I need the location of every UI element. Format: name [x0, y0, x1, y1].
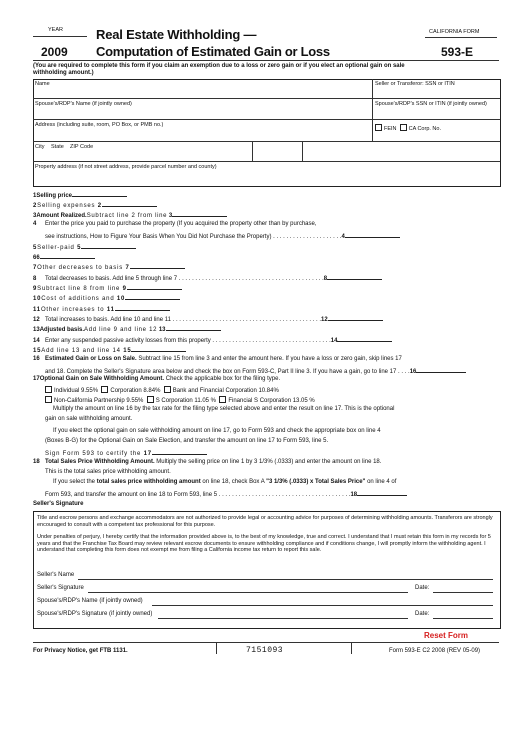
line-17-input[interactable]: [152, 448, 207, 455]
line-14: 14 Enter any suspended passive activity losses from this property . . . . . . . . . . . . . . . . . . . . . . . . . . . . . . . . . . . .14: [33, 335, 392, 345]
year-label: YEAR: [48, 27, 63, 33]
line-2: 2Selling expenses 2: [33, 200, 157, 210]
line-12-input[interactable]: [328, 314, 383, 321]
seller-signature-heading: Seller's Signature: [33, 501, 84, 507]
line-9-input[interactable]: [127, 283, 182, 290]
address-label: Address (including suite, room, PO Box, or PMB no.): [35, 122, 164, 128]
line-8-input[interactable]: [327, 273, 382, 280]
form-title-line2: Computation of Estimated Gain or Loss: [96, 44, 330, 59]
seller-name-field[interactable]: [78, 579, 493, 580]
name-field-label: Name: [35, 81, 50, 87]
bank-financial-checkbox[interactable]: [164, 386, 171, 393]
seller-name-label: Seller's Name: [37, 572, 75, 578]
line-12: 12 Total increases to basis. Add line 10 and line 11 . . . . . . . . . . . . . . . . . . . . . . . . . . . . . . . . . . . . . . . . . . . . .12: [33, 314, 383, 324]
line-2-input[interactable]: [102, 200, 157, 207]
property-address-label: Property address (if not street address, provide parcel number and county): [35, 164, 217, 170]
form-code: 7151093: [246, 646, 284, 655]
line-10: 10Cost of additions and 10: [33, 293, 180, 303]
line-6: 66: [33, 252, 95, 262]
line-1-input[interactable]: [72, 190, 127, 197]
financial-s-corporation-checkbox[interactable]: [219, 396, 226, 403]
line-3: 3Amount Realized.Subtract line 2 from line 3: [33, 210, 227, 220]
line-17: 17Optional Gain on Sale Withholding Amount. Check the applicable box for the filing type.: [33, 376, 281, 382]
spouse-signature-field[interactable]: [158, 618, 408, 619]
line-5: 5Seller-paid 5: [33, 242, 136, 252]
line-7: 7Other decreases to basis 7: [33, 262, 185, 272]
intro-line1: (You are required to complete this form if you claim an exemption due to a loss or zero gain or if you elect an optional gain on sale: [33, 63, 405, 69]
date-label: Date:: [415, 585, 430, 591]
taxpayer-info-box: [33, 79, 501, 187]
reset-form-button[interactable]: Reset Form: [424, 631, 469, 640]
line-13: 13Adjusted basis.Add line 9 and line 12 13: [33, 324, 221, 334]
ca-corp-checkbox[interactable]: [400, 124, 407, 131]
spouse-date-field[interactable]: [433, 618, 493, 619]
line-10-input[interactable]: [125, 293, 180, 300]
perjury-statement: Under penalties of perjury, I hereby certify that the information provided above is, to the best of my knowledge, true and correct. I understand that I must retain this form in my records for 5 years and that the Franchise Tax Board may review relevant escrow documents to ensure withholding compliance and if conditions change, I will promptly inform the withholding agent. I understand that completing this form does not exempt me from filing a California income tax return to report this sale.: [37, 534, 491, 553]
line-15: 15Add line 13 and line 14 15: [33, 345, 186, 355]
tax-year: 2009: [41, 45, 68, 59]
line-4: 4 Enter the price you paid to purchase the property (If you acquired the property other than by purchase,: [33, 221, 317, 227]
s-corporation-checkbox[interactable]: [147, 396, 154, 403]
ca-corp-label: CA Corp. No.: [408, 126, 441, 132]
spouse-signature-label: Spouse's/RDP's Signature (if jointly owned): [37, 611, 153, 617]
seller-date-field[interactable]: [433, 592, 493, 593]
line-11: 11Other increases to 11: [33, 304, 170, 314]
seller-signature-label: Seller's Signature: [37, 585, 84, 591]
spouse-ssn-label: Spouse's/RDP's SSN or ITIN (if jointly owned): [375, 101, 487, 107]
line-13-input[interactable]: [166, 324, 221, 331]
line-6-input[interactable]: [40, 252, 95, 259]
line-7-input[interactable]: [130, 262, 185, 269]
form-number: 593-E: [441, 45, 474, 59]
line-16-input[interactable]: [416, 366, 466, 373]
line-14-input[interactable]: [337, 335, 392, 342]
line-11-input[interactable]: [115, 304, 170, 311]
line-9: 9Subtract line 8 from line 9: [33, 283, 182, 293]
fein-checkbox[interactable]: [375, 124, 382, 131]
line-18-input[interactable]: [357, 489, 407, 496]
line-15-input[interactable]: [131, 345, 186, 352]
corporation-checkbox[interactable]: [101, 386, 108, 393]
spouse-name-sig-label: Spouse's/RDP's Name (if jointly owned): [37, 598, 143, 604]
line-4-input[interactable]: [345, 231, 400, 238]
individual-checkbox[interactable]: [45, 386, 52, 393]
form-revision: Form 593-E C2 2008 (REV 05-09): [389, 648, 481, 654]
spouse-name-label: Spouse's/RDP's Name (if jointly owned): [35, 101, 132, 107]
state-label: State: [51, 144, 64, 150]
seller-ssn-label: Seller or Transferor: SSN or ITIN: [375, 81, 455, 87]
california-form-label: CALIFORNIA FORM: [429, 29, 480, 35]
privacy-notice: For Privacy Notice, get FTB 1131.: [33, 648, 128, 654]
city-label: City: [35, 144, 45, 150]
non-ca-partnership-checkbox[interactable]: [45, 396, 52, 403]
line-3-input[interactable]: [172, 210, 227, 217]
line-18: 18 Total Sales Price Withholding Amount. Multiply the selling price on line 1 by 3 1/3% (.0333) and enter the amount on line 18.: [33, 459, 382, 465]
zip-label: ZIP Code: [70, 144, 94, 150]
date-label-2: Date:: [415, 611, 430, 617]
line-5-input[interactable]: [81, 242, 136, 249]
intro-line2: withholding amount.): [33, 70, 94, 76]
form-title-line1: Real Estate Withholding —: [96, 27, 257, 42]
advice-disclaimer: Title and escrow persons and exchange accommodators are not authorized to provide legal or accounting advice for purposes of determining withholding amounts. Transferors are strongly encouraged to consult with a competent tax professional for this purpose.: [37, 515, 493, 528]
fein-label: FEIN: [384, 126, 397, 132]
seller-signature-field[interactable]: [88, 592, 408, 593]
line-16: 16 Estimated Gain or Loss on Sale. Subtract line 15 from line 3 and enter the amount here. If you have a loss or zero gain, skip lines 17: [33, 356, 402, 362]
spouse-name-field[interactable]: [152, 605, 493, 606]
line-8: 8 Total decreases to basis. Add line 5 through line 7 . . . . . . . . . . . . . . . . . . . . . . . . . . . . . . . . . . . . . . . . . . . .8: [33, 273, 382, 283]
line-1: 1Selling price: [33, 190, 127, 200]
